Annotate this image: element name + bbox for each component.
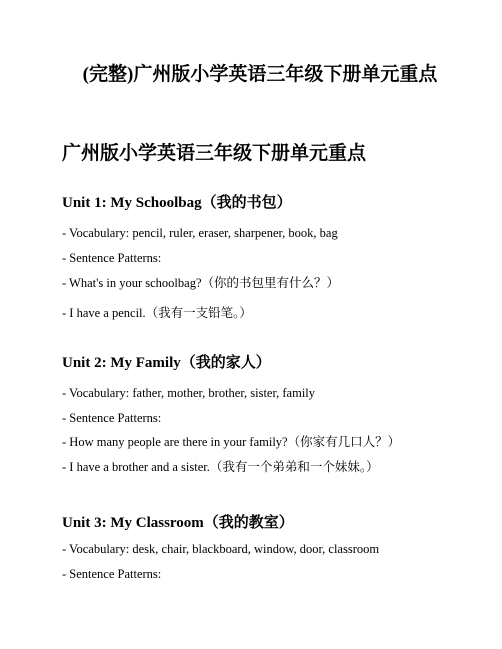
unit-1-sentence-2: - I have a pencil.（我有一支铅笔。） <box>62 306 252 320</box>
unit-1-sentence-1: - What's in your schoolbag?（你的书包里有什么？） <box>62 276 339 290</box>
unit-3-title: Unit 3: My Classroom（我的教室） <box>62 515 294 531</box>
unit-2-sentence-2: - I have a brother and a sister.（我有一个弟弟和一个妹妹。） <box>62 460 379 474</box>
document-title: (完整)广州版小学英语三年级下册单元重点 <box>82 64 438 85</box>
unit-1-sentence-patterns-label: - Sentence Patterns: <box>62 251 162 265</box>
unit-2-title: Unit 2: My Family（我的家人） <box>62 355 271 371</box>
unit-3-vocabulary: - Vocabulary: desk, chair, blackboard, window, door, classroom <box>62 542 380 556</box>
unit-2-sentence-patterns-label: - Sentence Patterns: <box>62 411 162 425</box>
unit-3-sentence-patterns-label: - Sentence Patterns: <box>62 567 162 581</box>
unit-1-title: Unit 1: My Schoolbag（我的书包） <box>62 195 292 211</box>
unit-2-sentence-1: - How many people are there in your family?（你家有几口人？） <box>62 435 401 449</box>
document-heading: 广州版小学英语三年级下册单元重点 <box>62 143 367 164</box>
unit-2-vocabulary: - Vocabulary: father, mother, brother, sister, family <box>62 386 316 400</box>
unit-1-vocabulary: - Vocabulary: pencil, ruler, eraser, sharpener, book, bag <box>62 226 338 240</box>
